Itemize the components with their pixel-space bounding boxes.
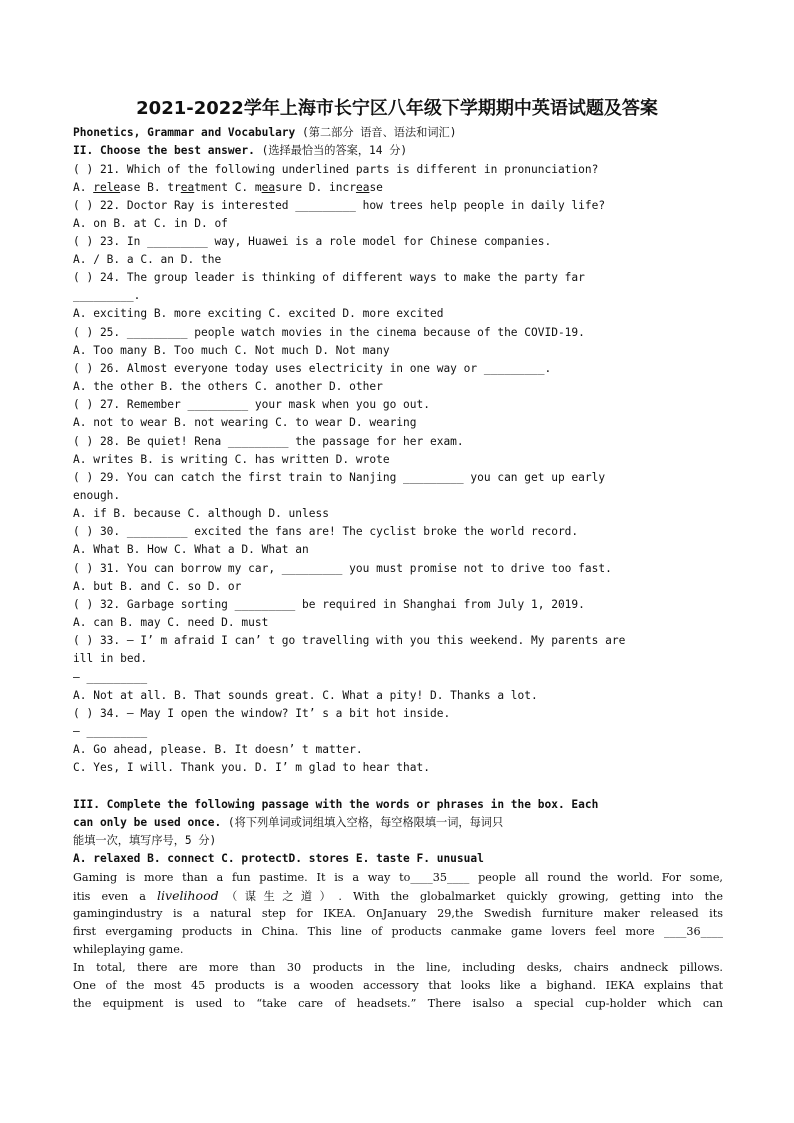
- question-line: ( ) 34. — May I open the window? It’ s a bit hot inside.: [73, 707, 451, 720]
- question-line: ( ) 32. Garbage sorting _________ be required in Shanghai from July 1, 2019.: [73, 598, 585, 611]
- options-line: A. Not at all. B. That sounds great. C. What a pity! D. Thanks a lot.: [73, 689, 538, 702]
- options-line: A. release B. treatment C. measure D. increase: [73, 181, 383, 194]
- passage-line: gamingindustry is a natural step for IKEA. OnJanuary 29,the Swedish furniture maker released its: [73, 907, 723, 920]
- question-line-continued: _________.: [73, 289, 141, 302]
- question-line: ( ) 25. _________ people watch movies in the cinema because of the COVID-19.: [73, 326, 585, 339]
- options-line: A. writes B. is writing C. has written D. wrote: [73, 453, 390, 466]
- part3-heading-line3: 能填一次，填写序号，5 分): [73, 834, 217, 847]
- options-line: C. Yes, I will. Thank you. D. I’ m glad to hear that.: [73, 761, 430, 774]
- question-line: ( ) 29. You can catch the first train to Nanjing _________ you can get up early: [73, 471, 606, 484]
- part2-heading-note: (选择最恰当的答案，14 分): [254, 144, 408, 157]
- section-heading-note: (第二部分 语音、语法和词汇): [295, 126, 457, 139]
- options-line: A. not to wear B. not wearing C. to wear D. wearing: [73, 416, 417, 429]
- answer-blank-line: — _________: [73, 671, 148, 684]
- part3-heading-note: (将下列单词或词组填入空格，每空格限填一词，每词只: [221, 816, 504, 829]
- question-line: ( ) 31. You can borrow my car, _________ you must promise not to drive too fast.: [73, 562, 612, 575]
- question-line: ( ) 27. Remember _________ your mask when you go out.: [73, 398, 430, 411]
- options-line: A. exciting B. more exciting C. excited D. more excited: [73, 307, 444, 320]
- passage-line: whileplaying game.: [73, 943, 184, 956]
- section-heading: [73, 126, 456, 140]
- italic-term: livelihood: [157, 888, 219, 903]
- options-line: A. Too many B. Too much C. Not much D. Not many: [73, 344, 390, 357]
- options-line: A. if B. because C. although D. unless: [73, 507, 329, 520]
- part3-heading-line2: [73, 816, 503, 830]
- question-line: ( ) 33. — I’ m afraid I can’ t go travelling with you this weekend. My parents are: [73, 634, 626, 647]
- part2-heading: [73, 144, 407, 158]
- question-line: ( ) 23. In _________ way, Huawei is a role model for Chinese companies.: [73, 235, 552, 248]
- question-line: ( ) 21. Which of the following underlined parts is different in pronunciation?: [73, 163, 599, 176]
- question-line: ( ) 22. Doctor Ray is interested _________ how trees help people in daily life?: [73, 199, 606, 212]
- passage-line: One of the most 45 products is a wooden accessory that looks like a bighand. IEKA explains that: [73, 979, 723, 992]
- question-line-continued: ill in bed.: [73, 652, 148, 665]
- passage-line: In total, there are more than 30 products in the line, including desks, chairs andneck pillows.: [73, 961, 723, 974]
- part2-heading-label: II. Choose the best answer.: [73, 144, 255, 157]
- question-line-continued: enough.: [73, 489, 121, 502]
- answer-blank-line: — _________: [73, 725, 148, 738]
- page-title: 2021-2022学年上海市长宁区八年级下学期期中英语试题及答案: [136, 98, 658, 119]
- options-line: A. on B. at C. in D. of: [73, 217, 228, 230]
- section-heading-label: Phonetics, Grammar and Vocabulary: [73, 126, 296, 139]
- passage-line: itis even a livelihood（谋生之道）. With the globalmarket quickly growing, getting into the: [73, 888, 723, 903]
- passage-line: the equipment is used to “take care of headsets.” There isalso a special cup-holder which can: [73, 997, 723, 1010]
- options-line: A. Go ahead, please. B. It doesn’ t matter.: [73, 743, 363, 756]
- part3-heading: III. Complete the following passage with the words or phrases in the box. Each: [73, 798, 599, 811]
- question-line: ( ) 24. The group leader is thinking of different ways to make the party far: [73, 271, 585, 284]
- passage-line: Gaming is more than a fun pastime. It is a way to____35____ people all round the world. For some,: [73, 871, 723, 884]
- question-line: ( ) 28. Be quiet! Rena _________ the passage for her exam.: [73, 435, 464, 448]
- question-line: ( ) 30. _________ excited the fans are! The cyclist broke the world record.: [73, 525, 579, 538]
- options-line: A. can B. may C. need D. must: [73, 616, 269, 629]
- options-line: A. but B. and C. so D. or: [73, 580, 242, 593]
- word-box-options: A. relaxed B. connect C. protectD. stores E. taste F. unusual: [73, 852, 484, 865]
- options-line: A. the other B. the others C. another D. other: [73, 380, 383, 393]
- passage-line: first evergaming products in China. This line of products canmake game lovers feel more ____36____: [73, 925, 723, 938]
- part3-heading-label: can only be used once.: [73, 816, 222, 829]
- options-line: A. / B. a C. an D. the: [73, 253, 222, 266]
- options-line: A. What B. How C. What a D. What an: [73, 543, 309, 556]
- question-line: ( ) 26. Almost everyone today uses electricity in one way or _________.: [73, 362, 552, 375]
